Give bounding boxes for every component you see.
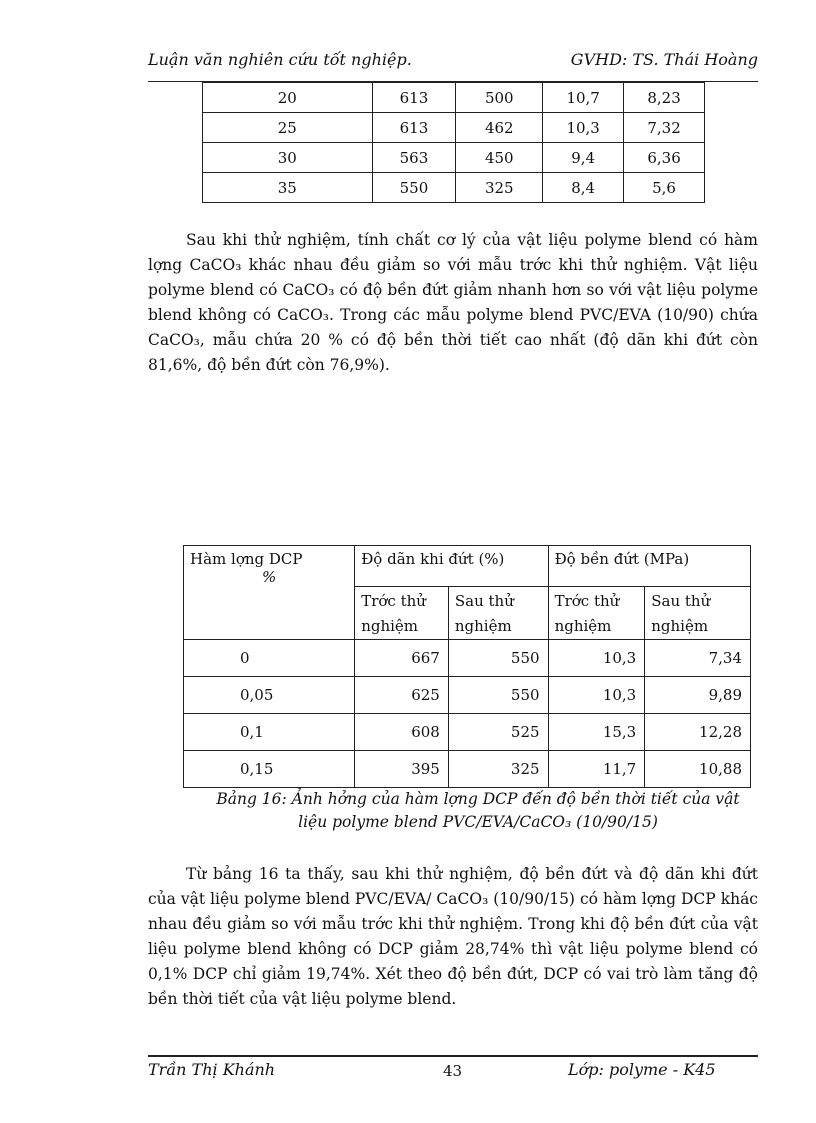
table-1 xyxy=(202,82,705,203)
table-row xyxy=(203,83,705,113)
table-cell: 550 xyxy=(448,677,548,714)
table-cell: 613 xyxy=(372,113,456,143)
footer-rule xyxy=(148,1055,758,1057)
table-cell: 6,36 xyxy=(624,143,705,173)
table-row xyxy=(203,143,705,173)
table-cell: 10,3 xyxy=(548,640,645,677)
caption-line-2: liệu polyme blend PVC/EVA/CaCO₃ (10/90/15) xyxy=(298,813,658,831)
dcp-content-cell: 0 xyxy=(184,640,355,677)
table-cell: 10,88 xyxy=(645,751,751,788)
footer-author: Trần Thị Khánh xyxy=(148,1060,276,1079)
table-cell: 10,7 xyxy=(543,83,624,113)
paragraph-2-text: Từ bảng 16 ta thấy, sau khi thử nghiệm, độ bền đứt và độ dãn khi đứt của vật liệu polyme blend PVC/EVA/ CaCO₃ (10/90/15) có hàm lợng DCP khác nhau đều giảm so với mẫu trớc khi thử nghiệm. Trong khi độ bền đứt của vật liệu polyme blend không có DCP giảm 28,74% thì vật liệu polyme blend có 0,1% DCP chỉ giảm 19,74%. Xét theo độ bền đứt, DCP có vai trò làm tăng độ bền thời tiết của vật liệu polyme blend. xyxy=(148,865,758,1008)
table-16 xyxy=(183,545,751,788)
header-right: GVHD: TS. Thái Hoàng xyxy=(570,50,758,69)
table-row xyxy=(203,113,705,143)
table-cell: 395 xyxy=(355,751,449,788)
header-dcp-line1: Hàm lợng DCP xyxy=(190,550,303,568)
paragraph-1 xyxy=(148,228,758,378)
table-cell: 563 xyxy=(372,143,456,173)
table-row xyxy=(184,677,751,714)
header-strength: Độ bền đứt (MPa) xyxy=(548,546,750,587)
table-cell: 8,4 xyxy=(543,173,624,203)
table-cell: 500 xyxy=(456,83,543,113)
header-dcp-content xyxy=(184,546,355,640)
dcp-content-cell: 0,1 xyxy=(184,714,355,751)
table-cell: 525 xyxy=(448,714,548,751)
table-cell: 10,3 xyxy=(548,677,645,714)
table-cell: 613 xyxy=(372,83,456,113)
table-cell: 608 xyxy=(355,714,449,751)
subheader-before-2: Trớc thử nghiệm xyxy=(548,587,645,640)
table-cell: 11,7 xyxy=(548,751,645,788)
subheader-after-1: Sau thử nghiệm xyxy=(448,587,548,640)
header-elongation: Độ dãn khi đứt (%) xyxy=(355,546,548,587)
dcp-content-cell: 0,15 xyxy=(184,751,355,788)
table-caption xyxy=(148,788,808,834)
table-cell: 20 xyxy=(203,83,373,113)
table-cell: 325 xyxy=(456,173,543,203)
table-cell: 667 xyxy=(355,640,449,677)
table-cell: 9,4 xyxy=(543,143,624,173)
table-cell: 9,89 xyxy=(645,677,751,714)
header-dcp-line2: % xyxy=(261,568,277,586)
table-cell: 7,34 xyxy=(645,640,751,677)
table-cell: 35 xyxy=(203,173,373,203)
caption-line-1: Bảng 16: Ảnh hởng của hàm lợng DCP đến độ bền thời tiết của vật xyxy=(216,790,740,808)
table-cell: 10,3 xyxy=(543,113,624,143)
subheader-before-1: Trớc thử nghiệm xyxy=(355,587,449,640)
table-cell: 12,28 xyxy=(645,714,751,751)
table-row xyxy=(203,173,705,203)
table-row xyxy=(184,714,751,751)
header-left: Luận văn nghiên cứu tốt nghiệp. xyxy=(148,50,412,69)
footer-class: Lớp: polyme - K45 xyxy=(568,1060,716,1079)
paragraph-1-text: Sau khi thử nghiệm, tính chất cơ lý của vật liệu polyme blend có hàm lợng CaCO₃ khác nhau đều giảm so với mẫu trớc khi thử nghiệm. Vật liệu polyme blend có CaCO₃ có độ bền đứt giảm nhanh hơn so với vật liệu polyme blend không có CaCO₃. Trong các mẫu polyme blend PVC/EVA (10/90) chứa CaCO₃, mẫu chứa 20 % có độ bền thời tiết cao nhất (độ dãn khi đứt còn 81,6%, độ bền đứt còn 76,9%). xyxy=(148,231,758,374)
dcp-content-cell: 0,05 xyxy=(184,677,355,714)
table-row xyxy=(184,751,751,788)
table-cell: 5,6 xyxy=(624,173,705,203)
table-cell: 325 xyxy=(448,751,548,788)
table-cell: 25 xyxy=(203,113,373,143)
paragraph-2 xyxy=(148,862,758,1012)
table-cell: 550 xyxy=(448,640,548,677)
table-cell: 8,23 xyxy=(624,83,705,113)
table-cell: 15,3 xyxy=(548,714,645,751)
table-cell: 7,32 xyxy=(624,113,705,143)
table-cell: 30 xyxy=(203,143,373,173)
page-number: 43 xyxy=(443,1062,463,1080)
subheader-after-2: Sau thử nghiệm xyxy=(645,587,751,640)
table-cell: 450 xyxy=(456,143,543,173)
table-cell: 462 xyxy=(456,113,543,143)
table-row xyxy=(184,640,751,677)
table-cell: 550 xyxy=(372,173,456,203)
table-cell: 625 xyxy=(355,677,449,714)
